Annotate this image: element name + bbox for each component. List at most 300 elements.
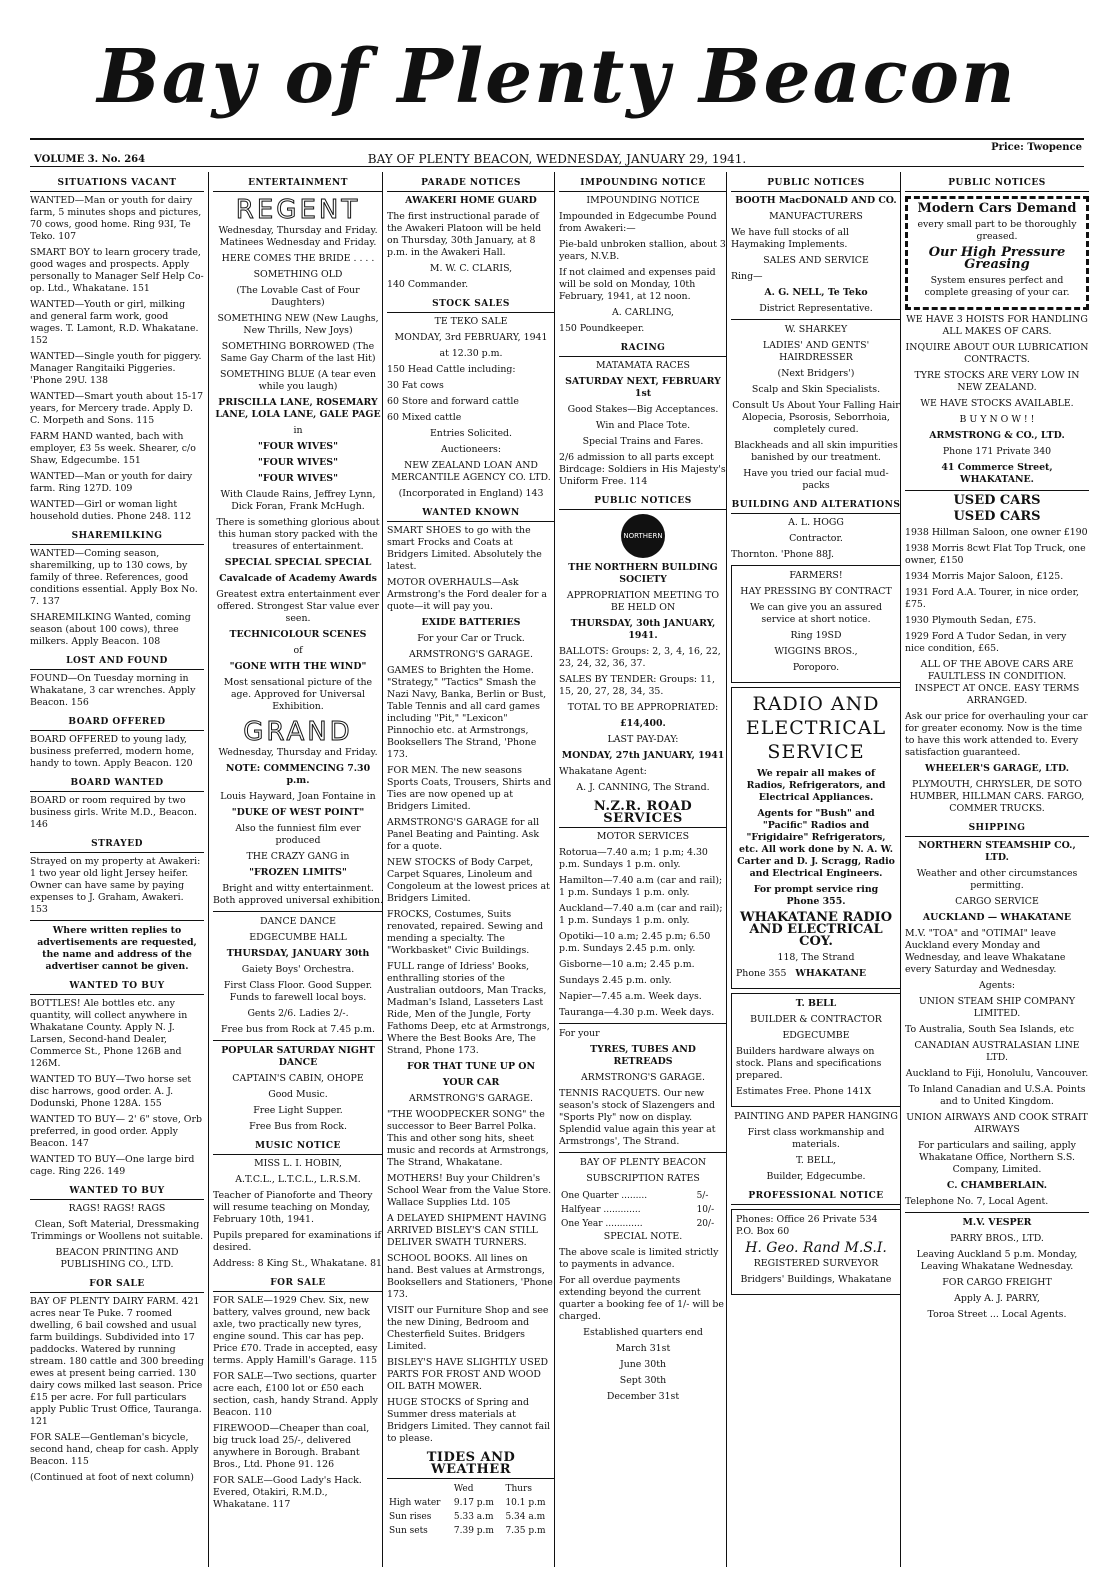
ad-text: EXIDE BATTERIES xyxy=(421,617,521,628)
ad-text: SOMETHING OLD xyxy=(253,269,343,280)
notice: Where written replies to advertisements are requested, the name and address of the advertiser cannot be given. xyxy=(37,925,197,972)
ad-text: Whakatane Agent: xyxy=(559,766,647,777)
ad-text: BUILDER & CONTRACTOR xyxy=(750,1014,882,1025)
classified-ad: WANTED—Man or youth for dairy farm, 5 minutes shops and pictures, 70 cows, good home. Ring 93I, Te Teko. 107 xyxy=(30,195,202,242)
ad-text: Good Music. xyxy=(268,1089,328,1100)
table-cell: 7.39 p.m xyxy=(453,1526,494,1536)
section-heading: FOR SALE xyxy=(213,1274,383,1292)
divider xyxy=(213,1040,383,1041)
column-notices xyxy=(554,172,731,1567)
ad-text: INQUIRE ABOUT OUR LUBRICATION CONTRACTS. xyxy=(905,342,1089,365)
bell-ad xyxy=(731,993,901,1107)
ad-text: A. J. CANNING, The Strand. xyxy=(576,782,710,793)
classified-ad: ARMSTRONG'S GARAGE for all Panel Beating and Painting. Ask for a quote. xyxy=(387,817,540,852)
ad-text: 30 Fat cows xyxy=(387,380,444,391)
ad-text: of xyxy=(293,645,303,656)
classified-ad: WANTED—Single youth for piggery. Manager Rangitaiki Piggeries. 'Phone 29U. 138 xyxy=(30,351,202,386)
ad-text: EDGECUMBE HALL xyxy=(249,932,347,943)
ad-text: SPECIAL SPECIAL SPECIAL xyxy=(224,557,372,568)
divider xyxy=(905,490,1089,491)
section-heading: BUILDING AND ALTERATIONS xyxy=(731,496,901,514)
table-cell: One Quarter ......... xyxy=(561,1191,648,1201)
ad-text: Leaving Auckland 5 p.m. Monday, Leaving Whakatane Wednesday. xyxy=(916,1249,1078,1272)
section-heading: WANTED TO BUY xyxy=(30,977,204,995)
ad-text: Louis Hayward, Joan Fontaine in xyxy=(220,791,376,802)
list-item: 1930 Plymouth Sedan, £75. xyxy=(905,615,1037,626)
ad-text: Established quarters end xyxy=(583,1327,703,1338)
ad-text: 150 Head Cattle including: xyxy=(387,364,516,375)
ad-text: FOR THAT TUNE UP ON xyxy=(406,1061,536,1072)
table-cell: 5.34 a.m xyxy=(505,1512,546,1522)
ad-text: NEW ZEALAND LOAN AND MERCANTILE AGENCY CO. LTD. xyxy=(391,460,551,483)
ad-text: A.T.C.L., L.T.C.L., L.R.S.M. xyxy=(235,1174,361,1185)
ad-text: (Next Bridgers') xyxy=(777,368,855,379)
ad-text: June 30th xyxy=(619,1359,667,1370)
classified-ad: FARM HAND wanted, bach with employer, £3 5s week. Shearer, c/o Shaw, Edgecumbe. 151 xyxy=(30,431,196,466)
ad-text: Free bus from Rock at 7.45 p.m. xyxy=(220,1024,375,1035)
table-cell: Halfyear ............. xyxy=(561,1205,641,1215)
ad-headline: Modern Cars Demand xyxy=(917,201,1077,216)
column-entertainment xyxy=(208,172,387,1567)
ad-text: BAY OF PLENTY BEACON xyxy=(579,1157,707,1168)
ad-text: Cavalcade of Academy Awards xyxy=(219,573,377,584)
ad-text: Auckland to Fiji, Honolulu, Vancouver. xyxy=(905,1068,1089,1079)
classified-ad: FIREWOOD—Cheaper than coal, big truck load 25/-, delivered anywhere in Borough. Brabant Bros., Ltd. Phone 91. 126 xyxy=(213,1423,370,1470)
info-bar xyxy=(30,138,1084,167)
ad-text: Tauranga—4.30 p.m. Week days. xyxy=(559,1007,715,1018)
table-cell: 7.35 p.m xyxy=(505,1526,546,1536)
ad-text: Entries Solicited. xyxy=(429,428,513,439)
ad-text: Pupils prepared for examinations if desired. xyxy=(213,1230,381,1253)
table-row xyxy=(387,1496,555,1510)
ad-text: ARMSTRONG & CO., LTD. xyxy=(929,430,1065,441)
ad-text: Special Trains and Fares. xyxy=(582,436,704,447)
newspaper-title: Bay of Plenty Beacon xyxy=(97,34,1017,120)
list-item: 1934 Morris Major Saloon, £125. xyxy=(905,571,1064,582)
classified-ad: "THE WOODPECKER SONG" the successor to Beer Barrel Polka. This and other song hits, sheet music and records at Armstrongs, The Strand, Whakatane. xyxy=(387,1109,549,1168)
ad-text: THE NORTHERN BUILDING SOCIETY xyxy=(568,562,718,585)
ad-text: BOOTH MacDONALD AND CO. xyxy=(735,195,897,206)
section-heading: PUBLIC NOTICES xyxy=(905,174,1089,192)
ad-text: Wednesday, Thursday and Friday. xyxy=(218,747,378,758)
divider xyxy=(905,1212,1089,1213)
ad-text: ARMSTRONG'S GARAGE. xyxy=(409,649,533,660)
film-title: "FOUR WIVES" xyxy=(258,473,338,484)
ad-text: FOR CARGO FREIGHT xyxy=(942,1277,1052,1288)
ad-text: AWAKERI HOME GUARD xyxy=(405,195,537,206)
ad-text: SALES BY TENDER: Groups: 11, 15, 20, 27, 28, 34, 35. xyxy=(559,674,715,697)
ad-text: WHEELER'S GARAGE, LTD. xyxy=(925,763,1069,774)
divider xyxy=(731,319,901,320)
ad-text: SUBSCRIPTION RATES xyxy=(586,1173,700,1184)
section-heading: SHIPPING xyxy=(905,819,1089,837)
list-item: 1931 Ford A.A. Tourer, in nice order, £75. xyxy=(905,587,1079,610)
ad-text: every small part to be thoroughly greased. xyxy=(917,219,1077,242)
ad-text: MOTOR SERVICES xyxy=(596,831,690,842)
volume-number: VOLUME 3. No. 264 xyxy=(34,154,146,165)
ad-text: Address: 8 King St., Whakatane. 81 xyxy=(213,1258,383,1269)
classified-ad: Strayed on my property at Awakeri: 1 two year old light Jersey heifer. Owner can have same by paying expenses to J. Graham, Awakeri. 153 xyxy=(30,856,201,915)
ad-text: Hamilton—7.40 a.m (car and rail); 1 p.m. Sundays 1 p.m. only. xyxy=(559,875,723,898)
ad-text: Bright and witty entertainment. Both approved universal exhibition. xyxy=(213,883,383,906)
ad-text: M.V. "TOA" and "OTIMAI" leave Auckland every Monday and Wednesday, and leave Whakatane every Saturday and Wednesday. xyxy=(905,928,1066,975)
classified-ad: MOTOR OVERHAULS—Ask Armstrong's the Ford dealer for a quote—it will pay you. xyxy=(387,577,547,612)
classified-ad: FOR MEN. The new seasons Sports Coats, Trousers, Shirts and Ties are now opened up at Bridgers Limited. xyxy=(387,765,552,812)
ad-text: NORTHERN STEAMSHIP CO., LTD. xyxy=(918,840,1076,863)
ad-text: YOUR CAR xyxy=(442,1077,500,1088)
section-heading: PUBLIC NOTICES xyxy=(559,492,727,510)
table-cell: One Year ............. xyxy=(561,1219,643,1229)
ad-text: To Inland Canadian and U.S.A. Points and to United Kingdom. xyxy=(908,1084,1086,1107)
ad-text: ARMSTRONG'S GARAGE. xyxy=(409,1093,533,1104)
ad-text: If not claimed and expenses paid will be sold on Monday, 10th February, 1941, at 12 noon. xyxy=(559,267,716,302)
classified-ad: FOR SALE—1929 Chev. Six, new battery, valves ground, new back axle, two practically new tyres, engine sound. This car has pep. Price £70. Trade in accepted, easy terms. Apply Hamill's Garage. 115 xyxy=(213,1295,378,1366)
ad-text: Blackheads and all skin impurities banished by our treatment. xyxy=(734,440,898,463)
divider xyxy=(30,920,204,921)
ad-text: PARRY BROS., LTD. xyxy=(950,1233,1044,1244)
ad-text: IMPOUNDING NOTICE xyxy=(586,195,700,206)
ad-text: Agents: xyxy=(978,980,1016,991)
section-heading: RACING xyxy=(559,339,727,357)
ad-text: For all overdue payments extending beyond the current quarter a booking fee of 1/- will be charged. xyxy=(559,1275,724,1322)
ad-text: For particulars and sailing, apply Whakatane Office, Northern S.S. Company, Limited. xyxy=(918,1140,1076,1175)
divider xyxy=(559,1023,727,1024)
ad-text: MATAMATA RACES xyxy=(596,360,690,371)
ad-text: T. BELL xyxy=(795,998,837,1009)
ad-headline: USED CARS xyxy=(953,493,1041,508)
section-heading: BOARD OFFERED xyxy=(30,713,204,731)
ad-text: We can give you an assured service at short notice. xyxy=(750,602,882,625)
ad-text: 60 Mixed cattle xyxy=(387,412,462,423)
ad-text: TYRE STOCKS ARE VERY LOW IN NEW ZEALAND. xyxy=(914,370,1080,393)
rates-table xyxy=(559,1189,727,1231)
ad-text: Estimates Free. Phone 141X xyxy=(736,1086,872,1097)
classified-ad: FOR SALE—Gentleman's bicycle, second hand, cheap for cash. Apply Beacon. 115 xyxy=(30,1432,199,1467)
ad-text: Phone 171 Private 340 xyxy=(942,446,1052,457)
ad-text: ARMSTRONG'S GARAGE. xyxy=(581,1072,705,1083)
ad-text: 150 Poundkeeper. xyxy=(559,323,645,334)
ad-text: 60 Store and forward cattle xyxy=(387,396,519,407)
classified-ad: FOR SALE—Good Lady's Hack. Evered, Otakiri, R.M.D., Whakatane. 117 xyxy=(213,1475,362,1510)
northern-society-logo: NORTHERN xyxy=(621,514,665,558)
ad-text: TYRES, TUBES AND RETREADS xyxy=(590,1044,696,1067)
ad-text: (Incorporated in England) 143 xyxy=(398,488,544,499)
section-heading: STOCK SALES xyxy=(387,295,555,313)
classified-ad: WANTED TO BUY— 2' 6" stove, Orb preferred, in good order. Apply Beacon. 147 xyxy=(30,1114,202,1149)
ad-text: THE CRAZY GANG in xyxy=(246,851,350,862)
ad-text: WE HAVE 3 HOISTS FOR HANDLING ALL MAKES OF CARS. xyxy=(906,314,1088,337)
ad-headline: USED CARS xyxy=(953,509,1041,524)
table-row xyxy=(387,1524,555,1538)
ad-text: CANADIAN AUSTRALASIAN LINE LTD. xyxy=(914,1040,1080,1063)
ad-text: Sundays 2.45 p.m. only. xyxy=(559,975,672,986)
ad-text: District Representative. xyxy=(759,303,873,314)
classified-ad: BEACON PRINTING AND PUBLISHING CO., LTD. xyxy=(55,1247,179,1270)
ad-text: Contractor. xyxy=(789,533,843,544)
ad-text: SPECIAL NOTE. xyxy=(603,1231,683,1242)
classified-ad: NEW STOCKS of Body Carpet, Carpet Squares, Linoleum and Congoleum at the lowest prices at Bridgers Limited. xyxy=(387,857,550,904)
ad-text: Opotiki—10 a.m; 2.45 p.m; 6.50 p.m. Sundays 2.45 p.m. only. xyxy=(559,931,711,954)
ad-text xyxy=(736,1214,896,1238)
ad-text: Wednesday, Thursday and Friday. Matinees Wednesday and Friday. xyxy=(218,225,378,248)
divider xyxy=(559,1152,727,1153)
ad-text: For your Car or Truck. xyxy=(417,633,525,644)
classified-ad: Clean, Soft Material, Dressmaking Trimmings or Woollens not suitable. xyxy=(30,1219,204,1242)
film-title: "FROZEN LIMITS" xyxy=(249,867,347,878)
ad-text: Gents 2/6. Ladies 2/-. xyxy=(247,1008,349,1019)
ad-text: Poroporo. xyxy=(792,662,840,673)
classified-ad: BOARD OFFERED to young lady, business preferred, modern home, handy to town. Apply Beacon. 120 xyxy=(30,734,195,769)
radio-ad xyxy=(731,687,901,989)
price: Price: Twopence xyxy=(991,142,1082,153)
ad-text: Auckland—7.40 a.m (car and rail); 1 p.m. Sundays 1 p.m. only. xyxy=(559,903,723,926)
classified-ad: FULL range of Idriess' Books, enthralling stories of the Australian outdoors, Man Tracks, Madman's Island, Lasseters Last Ride, Men of the Jungle, Forty Fathoms Deep, etc at Armstrongs, Where the Best Books Are, The Strand, Phone 173. xyxy=(387,961,550,1056)
ad-text: T. BELL, xyxy=(796,1155,836,1166)
ad-text: Pie-bald unbroken stallion, about 3 years, N.V.B. xyxy=(559,239,726,262)
section-heading: PROFESSIONAL NOTICE xyxy=(731,1187,901,1205)
dateline: BAY OF PLENTY BEACON, WEDNESDAY, JANUARY 29, 1941. xyxy=(367,152,747,166)
ad-text: We have full stocks of all Haymaking Implements. xyxy=(731,227,849,250)
ad-text: 118, The Strand xyxy=(777,952,855,963)
ad-text: REGISTERED SURVEYOR xyxy=(753,1258,879,1269)
ad-text: PAINTING AND PAPER HANGING xyxy=(734,1111,898,1122)
phones: Phones: Office 26 Private 534 xyxy=(736,1214,878,1225)
classified-ad: SHAREMILKING Wanted, coming season (about 100 cows), three milkers. Apply Beacon. 108 xyxy=(30,612,191,647)
classified-ad: TENNIS RACQUETS. Our new season's stock of Slazengers and "Sports Ply" now on display. Splendid value again this year at Armstrongs', The Strand. xyxy=(559,1088,716,1147)
ad-text: Thornton. 'Phone 88J. xyxy=(731,549,834,560)
ad-text: Agents for "Bush" and "Pacific" Radios and "Frigidaire" Refrigerators, etc. All work done by N. A. W. Carter and D. J. Scragg, Radio and Electrical Engineers. xyxy=(737,808,895,879)
ad-text: (The Lovable Cast of Four Daughters) xyxy=(236,285,360,308)
ad-text: TECHNICOLOUR SCENES xyxy=(229,629,367,640)
ad-text: Consult Us About Your Falling Hair Alopecia, Psorosis, Seborrhoia, completely cured. xyxy=(732,400,900,435)
ad-text: Gisborne—10 a.m; 2.45 p.m. xyxy=(559,959,695,970)
section-heading: PARADE NOTICES xyxy=(387,174,555,192)
ad-text: Ring— xyxy=(731,271,763,282)
classified-ad: FOR SALE—Two sections, quarter acre each, £100 lot or £50 each section, cash, handy Strand. Apply Beacon. 110 xyxy=(213,1371,378,1418)
phone: Phone 355 xyxy=(736,968,787,979)
ad-text: Free Light Supper. xyxy=(253,1105,343,1116)
ad-text: M. W. C. CLARIS, xyxy=(429,263,513,274)
ad-text: SOMETHING NEW (New Laughs, New Thrills, New Joys) xyxy=(217,313,379,336)
ad-text: The first instructional parade of the Awakeri Platoon will be held on Thursday, 30th January, at 8 p.m. in the Awakeri Hall. xyxy=(387,211,542,258)
table-cell: 20/- xyxy=(696,1219,715,1229)
classified-ad: WANTED—Smart youth about 15-17 years, for Mercery trade. Apply D. C. Morpeth and Sons. 115 xyxy=(30,391,204,426)
ad-text: Good Stakes—Big Acceptances. xyxy=(567,404,719,415)
section-heading: SITUATIONS VACANT xyxy=(30,174,204,192)
section-heading: TIDES AND WEATHER xyxy=(387,1449,555,1479)
classified-ad: BISLEY'S HAVE SLIGHTLY USED PARTS FOR FROST AND WOOD OIL BATH MOWER. xyxy=(387,1357,549,1392)
ad-text: MONDAY, 3rd FEBRUARY, 1941 xyxy=(394,332,548,343)
ad-text: Teacher of Pianoforte and Theory will resume teaching on Monday, February 10th, 1941. xyxy=(213,1190,373,1225)
section-heading: MUSIC NOTICE xyxy=(213,1137,383,1155)
ad-text: Win and Place Tote. xyxy=(595,420,691,431)
ad-text: Auctioneers: xyxy=(440,444,502,455)
ad-text: THURSDAY, JANUARY 30th xyxy=(226,948,370,959)
ad-text: NOTE: COMMENCING 7.30 p.m. xyxy=(225,763,371,786)
film-title: "GONE WITH THE WIND" xyxy=(229,661,367,672)
greasing-ad xyxy=(905,196,1089,310)
ad-text: WIGGINS BROS., xyxy=(774,646,858,657)
ad-text: Bridgers' Buildings, Whakatane xyxy=(740,1274,892,1285)
ad-text: in xyxy=(293,425,303,436)
classified-ad: WANTED TO BUY—Two horse set disc harrows, good order. A. J. Dodunski, Phone 128A. 155 xyxy=(30,1074,192,1109)
ad-text: December 31st xyxy=(606,1391,680,1402)
ad-text: Sept 30th xyxy=(619,1375,667,1386)
ad-text: Weather and other circumstances permitting. xyxy=(916,868,1078,891)
ad-text: CAPTAIN'S CABIN, OHOPE xyxy=(232,1073,364,1084)
masthead xyxy=(30,18,1084,136)
ad-text: First class workmanship and materials. xyxy=(747,1127,885,1150)
ad-text: Impounded in Edgecumbe Pound from Awakeri:— xyxy=(559,211,717,234)
ad-text: 2/6 admission to all parts except Birdcage: Soldiers in His Majesty's Uniform Free. 114 xyxy=(559,452,726,487)
table-row xyxy=(559,1203,727,1217)
ad-text: First Class Floor. Good Supper. Funds to farewell local boys. xyxy=(223,980,373,1003)
section-heading: WANTED TO BUY xyxy=(30,1182,204,1200)
column-public-notices xyxy=(726,172,905,1567)
table-cell: Sun sets xyxy=(389,1526,428,1536)
classified-ad: FOUND—On Tuesday morning in Whakatane, 3 car wrenches. Apply Beacon. 156 xyxy=(30,673,196,708)
ad-text: For your xyxy=(559,1028,600,1039)
section-heading: FOR SALE xyxy=(30,1275,204,1293)
classified-ad: SCHOOL BOOKS. All lines on hand. Best values at Armstrongs, Booksellers and Stationers, 'Phone 173. xyxy=(387,1253,553,1300)
film-title: "FOUR WIVES" xyxy=(258,457,338,468)
table-cell: 9.17 p.m xyxy=(453,1498,494,1508)
classified-ad: WANTED—Youth or girl, milking and general farm work, good wages. T. Lamont, R.D. Whakatane. 152 xyxy=(30,299,199,346)
film-title: "FOUR WIVES" xyxy=(258,441,338,452)
ad-text: Rotorua—7.40 a.m; 1 p.m; 4.30 p.m. Sundays 1 p.m. only. xyxy=(559,847,708,870)
ad-text: EDGECUMBE xyxy=(782,1030,850,1041)
ad-text: WHAKATANE RADIO AND ELECTRICAL COY. xyxy=(739,910,893,949)
classified-ad: WANTED—Girl or woman light household duties. Phone 248. 112 xyxy=(30,499,192,522)
column-header: Thurs xyxy=(505,1484,532,1494)
ad-text: WE HAVE STOCKS AVAILABLE. xyxy=(920,398,1074,409)
ad-text: FARMERS! xyxy=(789,570,843,581)
ad-headline: RADIO AND ELECTRICAL SERVICE xyxy=(745,693,887,763)
ad-text: Scalp and Skin Specialists. xyxy=(751,384,881,395)
ad-text: MONDAY, 27th JANUARY, 1941 xyxy=(561,750,725,761)
classified-ad: SMART SHOES to go with the smart Frocks and Coats at Bridgers Limited. Absolutely the latest. xyxy=(387,525,542,572)
ad-text: TE TEKO SALE xyxy=(434,316,508,327)
column-parade-stock xyxy=(382,172,559,1567)
classified-ad: FROCKS, Costumes, Suits renovated, repaired. Sewing and mending a specialty. The "Workbasket" Civic Buildings. xyxy=(387,909,544,956)
ad-text: PRISCILLA LANE, ROSEMARY LANE, LOLA LANE, GALE PAGE xyxy=(215,397,381,420)
table-cell: High water xyxy=(389,1498,441,1508)
table-row xyxy=(559,1189,727,1203)
section-heading: IMPOUNDING NOTICE xyxy=(559,174,727,192)
classified-ad: VISIT our Furniture Shop and see the new Dining, Bedroom and Chesterfield Suites. Bridgers Limited. xyxy=(387,1305,549,1352)
ad-headline: Our High Pressure Greasing xyxy=(928,245,1066,272)
classified-ad: BAY OF PLENTY DAIRY FARM. 421 acres near Te Puke. 7 roomed dwelling, 6 bail cowshed and usual farm buildings. Subdivided into 17 paddocks. Watered by running stream. 180 cattle and 300 breeding ewes at present being carried. 130 dairy cows milked last season. Price £15 per acre. For full particulars apply Public Trust Office, Tauranga. 121 xyxy=(30,1296,204,1427)
ad-text: A. L. HOGG xyxy=(788,517,844,528)
ad-text: UNION STEAM SHIP COMPANY LIMITED. xyxy=(918,996,1076,1019)
continuation-note: (Continued at foot of next column) xyxy=(30,1472,194,1483)
table-header xyxy=(387,1482,555,1496)
section-heading: STRAYED xyxy=(30,835,204,853)
ad-text: Most sensational picture of the age. Approved for Universal Exhibition. xyxy=(223,677,373,712)
ad-text: To Australia, South Sea Islands, etc xyxy=(905,1024,1075,1035)
table-cell: 5.33 a.m xyxy=(453,1512,494,1522)
surveyor-ad xyxy=(731,1209,901,1295)
ad-text: DANCE DANCE xyxy=(260,916,336,927)
table-cell: Sun rises xyxy=(389,1512,432,1522)
table-row xyxy=(387,1510,555,1524)
ad-text: Free Bus from Rock. xyxy=(249,1121,347,1132)
ad-text: March 31st xyxy=(615,1343,671,1354)
divider xyxy=(213,911,383,912)
grand-logo: GRAND xyxy=(243,717,353,747)
ad-text: POPULAR SATURDAY NIGHT DANCE xyxy=(221,1045,375,1068)
regent-logo: REGENT xyxy=(235,195,361,225)
table-cell: 5/- xyxy=(696,1191,709,1201)
ad-text: at 12.30 p.m. xyxy=(439,348,503,359)
classified-ad: MOTHERS! Buy your Children's School Wear from the Value Store. Wallace Supplies Ltd. 105 xyxy=(387,1173,552,1208)
section-heading: WANTED KNOWN xyxy=(387,504,555,522)
classified-ad: SMART BOY to learn grocery trade, good wages and prospects. Apply personally to Manager Self Help Co-op. Ltd., Whakatane. 151 xyxy=(30,247,204,294)
ad-text: CARGO SERVICE xyxy=(955,896,1039,907)
classified-ad: BOTTLES! Ale bottles etc. any quantity, will collect anywhere in Whakatane County. Apply N. J. Larsen, Second-hand Dealer, Commerce St., Phone 126B and 126M. xyxy=(30,998,188,1069)
ad-text: Builder, Edgecumbe. xyxy=(766,1171,866,1182)
ad-text: £14,400. xyxy=(620,718,666,729)
ad-text: System ensures perfect and complete greasing of your car. xyxy=(924,275,1070,298)
ad-text: THURSDAY, 30th JANUARY, 1941. xyxy=(570,618,716,641)
section-heading: SHAREMILKING xyxy=(30,527,204,545)
ad-text: A. G. NELL, Te Teko xyxy=(764,287,868,298)
ad-text: For prompt service ring Phone 355. xyxy=(753,884,879,907)
column-motoring-shipping xyxy=(900,172,1089,1567)
ad-text: Telephone No. 7, Local Agent. xyxy=(905,1196,1049,1207)
town: WHAKATANE xyxy=(795,968,867,979)
ad-text: MISS L. I. HOBIN, xyxy=(254,1158,342,1169)
list-item: 1938 Hillman Saloon, one owner £190 xyxy=(905,527,1088,538)
ad-text: TOTAL TO BE APPROPRIATED: xyxy=(567,702,719,713)
classified-ad: GAMES to Brighten the Home. "Strategy," "Tactics" Smash the Nazi Navy, Banka, Berlin or Bust, Table Tennis and all card games including "Pit," "Lexicon" Pinnochio etc. at Armstrongs, Booksellers The Strand, 'Phone 173. xyxy=(387,665,547,760)
ad-text: Gaiety Boys' Orchestra. xyxy=(241,964,355,975)
ad-text: SATURDAY NEXT, FEBRUARY 1st xyxy=(565,376,721,399)
table-row xyxy=(559,1217,727,1231)
ad-text: Also the funniest film ever produced xyxy=(235,823,361,846)
ad-text: 41 Commerce Street, WHAKATANE. xyxy=(941,462,1053,485)
tides-table xyxy=(387,1482,555,1538)
classified-ad: WANTED—Coming season, sharemilking, up to 130 cows, by family of three. References, good conditions essential. Apply Box No. 7. 137 xyxy=(30,548,198,607)
ad-text: B U Y N O W ! ! xyxy=(959,414,1035,425)
ad-text: M.V. VESPER xyxy=(962,1217,1032,1228)
list-item: 1929 Ford A Tudor Sedan, in very nice condition, £65. xyxy=(905,631,1067,654)
section-heading: N.Z.R. ROAD SERVICES xyxy=(559,798,727,828)
ad-text: There is something glorious about this human story packed with the treasures of entertainment. xyxy=(216,517,380,552)
classified-ad: WANTED TO BUY—One large bird cage. Ring 226. 149 xyxy=(30,1154,195,1177)
section-heading: PUBLIC NOTICES xyxy=(731,174,901,192)
ad-text: SOMETHING BLUE (A tear even while you laugh) xyxy=(220,369,376,392)
po-box: P.O. Box 60 xyxy=(736,1226,790,1237)
section-heading: BOARD WANTED xyxy=(30,774,204,792)
ad-text: PLYMOUTH, CHRYSLER, DE SOTO HUMBER, HILLMAN CARS. FARGO, COMMER TRUCKS. xyxy=(909,779,1085,814)
table-cell: 10.1 p.m xyxy=(505,1498,546,1508)
ad-text: LADIES' AND GENTS' HAIRDRESSER xyxy=(762,340,870,363)
ad-text: LAST PAY-DAY: xyxy=(607,734,679,745)
ad-text: We repair all makes of Radios, Refrigerators, and Electrical Appliances. xyxy=(746,768,886,803)
ad-text: ALL OF THE ABOVE CARS ARE FAULTLESS IN CONDITION. INSPECT AT ONCE. EASY TERMS ARRANGED. xyxy=(914,659,1080,706)
ad-text xyxy=(736,968,896,980)
ad-text: SOMETHING BORROWED (The Same Gay Charm of the last Hit) xyxy=(220,341,376,364)
classified-ad: A DELAYED SHIPMENT HAVING ARRIVED BISLEY'S CAN STILL DELIVER SWATH TURNERS. xyxy=(387,1213,547,1248)
list-item: 1938 Morris 8cwt Flat Top Truck, one owner, £150 xyxy=(905,543,1086,566)
ad-text: C. CHAMBERLAIN. xyxy=(946,1180,1048,1191)
ad-text: HERE COMES THE BRIDE . . . . xyxy=(221,253,375,264)
classified-ad: BOARD or room required by two business girls. Write M.D., Beacon. 146 xyxy=(30,795,197,830)
section-heading: ENTERTAINMENT xyxy=(213,174,383,192)
ad-text: Have you tried our facial mud-packs xyxy=(743,468,889,491)
ad-text: HAY PRESSING BY CONTRACT xyxy=(740,586,892,597)
